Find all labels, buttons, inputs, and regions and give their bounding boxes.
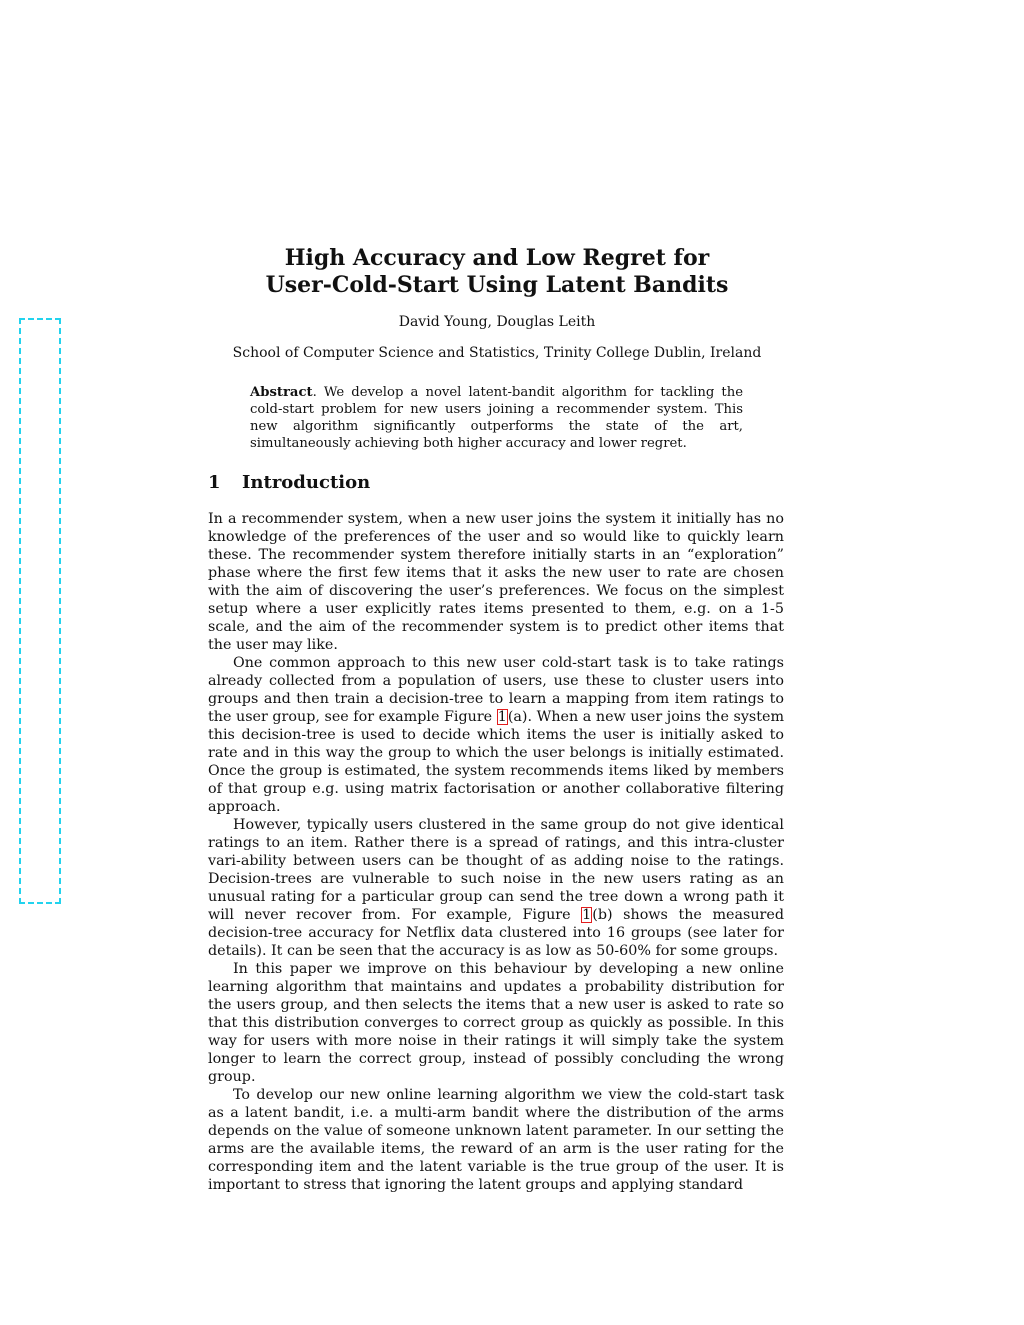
abstract-label: Abstract — [250, 385, 313, 400]
paragraph-2-text-a: One common approach to this new user cold-start task is to take ratings already collected from a population of users, use these to cluster users into groups and then train a decision-tree to learn a mapping from item ratings to the user group, see for example Figure — [208, 655, 784, 725]
figure-ref-link[interactable]: 1 — [497, 709, 507, 725]
paragraph-5: To develop our new online learning algorithm we view the cold-start task as a latent bandit, i.e. a multi-arm bandit where the distribution of the arms depends on the value of someone unknown latent parameter. In our setting the arms are the available items, the reward of an arm is the user rating for the corresponding item and the latent variable is the true group of the user. It is important to stress that ignoring the latent groups and applying standard — [208, 1087, 784, 1193]
section-title: Introduction — [242, 472, 371, 493]
paragraph-3 — [208, 816, 784, 960]
paragraph-2 — [208, 654, 784, 816]
figure-ref-link[interactable]: 1 — [582, 907, 592, 923]
section-heading-introduction — [208, 472, 370, 494]
margin-guide-box — [19, 318, 61, 904]
paragraph-4: In this paper we improve on this behaviour by developing a new online learning algorithm that maintains and updates a probability distribution for the users group, and then selects the items that a new user is asked to rate so that this distribution converges to correct group as quickly as possible. In this way for users with more noise in their ratings it will simply take the system longer to learn the correct group, instead of possibly concluding the wrong group. — [208, 961, 784, 1085]
paragraph-2-text-b: (a). When a new user joins the system this decision-tree is used to decide which items the user is initially asked to rate and in this way the group to which the user belongs is initially estimated. Once the group is estimated, the system recommends items liked by members of that group e.g. using matrix factorisation or another collaborative filtering approach. — [208, 709, 785, 815]
section-number: 1 — [208, 472, 221, 493]
title-line-1: High Accuracy and Low Regret for — [284, 245, 710, 271]
paragraph-3-text-b: (b) shows the measured decision-tree accuracy for Netflix data clustered into 16 groups (see later for details). It can be seen that the accuracy is as low as 50-60% for some groups. — [208, 907, 784, 959]
paper-title — [200, 245, 794, 299]
paragraph-3-text-a: However, typically users clustered in the same group do not give identical ratings to an item. Rather there is a spread of ratings, and this intra-cluster vari-ability between users can be thought of as adding noise to the ratings. Decision-trees are vulnerable to such noise in the new users rating as an unusual rating for a particular group can send the tree down a wrong path it will never recover from. For example, Figure — [208, 817, 784, 923]
abstract-text: . We develop a novel latent-bandit algorithm for tackling the cold-start problem for new users joining a recommender system. This new algorithm significantly outperforms the state of the art, simultaneously achieving both higher accuracy and lower regret. — [250, 385, 743, 451]
title-line-2: User-Cold-Start Using Latent Bandits — [265, 272, 729, 298]
affiliation: School of Computer Science and Statistics, Trinity College Dublin, Ireland — [232, 345, 762, 361]
paragraph-1: In a recommender system, when a new user joins the system it initially has no knowledge of the preferences of the user and so would like to quickly learn these. The recommender system therefore initially starts in an “exploration” phase where the first few items that it asks the new user to rate are chosen with the aim of discovering the user’s preferences. We focus on the simplest setup where a user explicitly rates items presented to them, e.g. on a 1-5 scale, and the aim of the recommender system is to predict other items that the user may like. — [208, 511, 784, 653]
authors: David Young, Douglas Leith — [398, 314, 596, 330]
abstract — [250, 384, 743, 452]
body-text — [208, 510, 784, 1194]
